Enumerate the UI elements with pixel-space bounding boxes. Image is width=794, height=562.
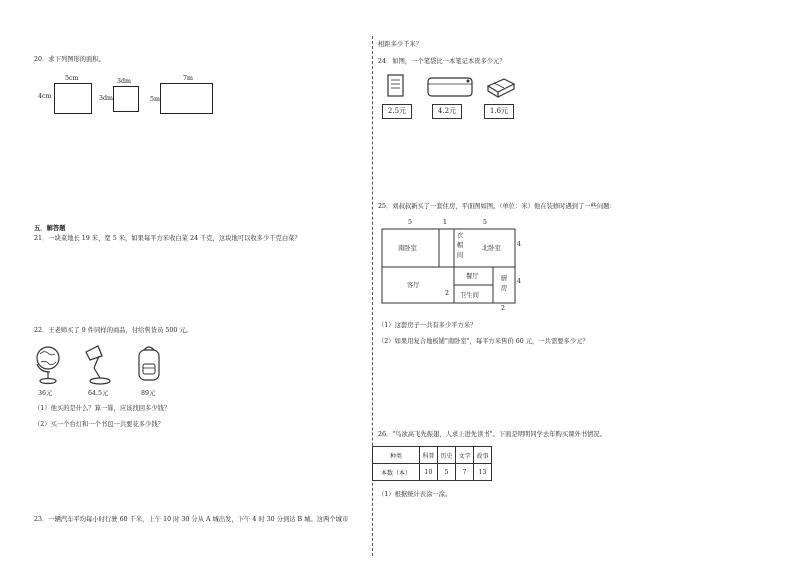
q23-line1: 23．一辆汽车平均每小时行驶 60 千米，上午 10 时 30 分从 A 城出发，下午 4 时 30 分到达 B 城。这两个城市 [34, 516, 349, 523]
pencil-case-price: 4.2元 [432, 104, 462, 119]
globe-price: 36元 [38, 390, 53, 397]
room-dining: 餐厅 [466, 273, 479, 280]
q21-text: 21．一块菜地长 19 米，宽 5 米，如果每平方米收白菜 24 千克，这块地可以收多少千克白菜？ [34, 235, 301, 242]
shape2-left-label: 3dm [99, 95, 114, 102]
room-north-bedroom: 北卧室 [482, 245, 501, 252]
room-kitchen: 厨 房 [500, 275, 508, 292]
shape2-top-label: 3dm [117, 78, 132, 85]
eraser-price: 1.6元 [484, 104, 514, 119]
q26-text: 26．"鸟欲高飞先振翅，人求上进先读书"。下面是明明同学去年购买课外书情况。 [378, 431, 606, 438]
table-row-label: 本数（本） [373, 464, 420, 481]
table-cell: 7 [456, 464, 474, 481]
table-header-cell: 科普 [420, 447, 438, 464]
notebook-price: 2.5元 [382, 104, 412, 119]
table-row [373, 464, 492, 481]
shape1-left-label: 4cm [38, 93, 52, 100]
shape1-top-label: 5cm [65, 75, 79, 82]
rectangle-shape-1 [54, 83, 92, 114]
dim-top-mid: 1 [443, 219, 448, 226]
table-header-cell: 文学 [456, 447, 474, 464]
backpack-price: 89元 [141, 390, 156, 397]
q23-line2: 相距多少千米？ [378, 41, 423, 48]
square-shape-2 [113, 86, 139, 112]
shape3-left-label: 5m [150, 96, 160, 103]
books-table [372, 446, 492, 481]
q26-sub1: （1）根据统计表涂一涂。 [378, 491, 452, 498]
globe-icon [34, 344, 64, 386]
desk-lamp-icon [82, 344, 112, 386]
backpack-icon [134, 344, 164, 386]
notebook-icon [386, 73, 406, 99]
room-south-bedroom: 南卧室 [398, 245, 417, 252]
dim-right-top: 4 [517, 241, 522, 248]
q25-sub2: （2）如果用复合地板铺"南卧室"，每平方米售价 60 元，一共需要多少元？ [378, 338, 589, 345]
table-header-cell: 故事 [474, 447, 492, 464]
shape3-top-label: 7m [183, 75, 193, 82]
lamp-price: 64.5元 [88, 390, 109, 397]
room-bathroom: 卫生间 [460, 292, 479, 299]
q20-title: 20．求下列图形的面积。 [34, 56, 105, 63]
room-closet: 衣 帽 间 [456, 232, 464, 259]
q22-text: 22．王老师买了 9 件同样的商品，付给售货员 500 元。 [34, 327, 192, 334]
dim-inner: 2 [445, 290, 450, 297]
q24-text: 24．如图，一个笔袋比一本笔记本贵多少元？ [378, 58, 506, 65]
q22-sub1: （1）他买的是什么？算一算，应该找回多少钱？ [34, 405, 171, 412]
table-cell: 10 [420, 464, 438, 481]
table-header-cell: 种类 [373, 447, 420, 464]
table-header-cell: 历史 [438, 447, 456, 464]
section-5-heading: 五．解答题 [34, 225, 66, 232]
eraser-icon [484, 76, 518, 98]
room-living: 客厅 [407, 282, 420, 289]
table-row [373, 447, 492, 464]
table-cell: 5 [438, 464, 456, 481]
dim-bottom: 2 [501, 305, 506, 312]
pencil-case-icon [424, 76, 476, 100]
dim-top-left: 5 [408, 219, 413, 226]
dim-top-right: 5 [483, 219, 488, 226]
q22-sub2: （2）买一个台灯和一个书包一共要花多少钱？ [34, 421, 164, 428]
dim-right-bottom: 4 [517, 278, 522, 285]
q25-sub1: （1）这套房子一共有多少平方米？ [378, 322, 477, 329]
q25-text: 25．刘叔叔新买了一套住房，平面图如图。（单位：米）他在装修时遇到了一些问题： [378, 203, 616, 210]
table-cell: 13 [474, 464, 492, 481]
rectangle-shape-3 [160, 83, 213, 114]
